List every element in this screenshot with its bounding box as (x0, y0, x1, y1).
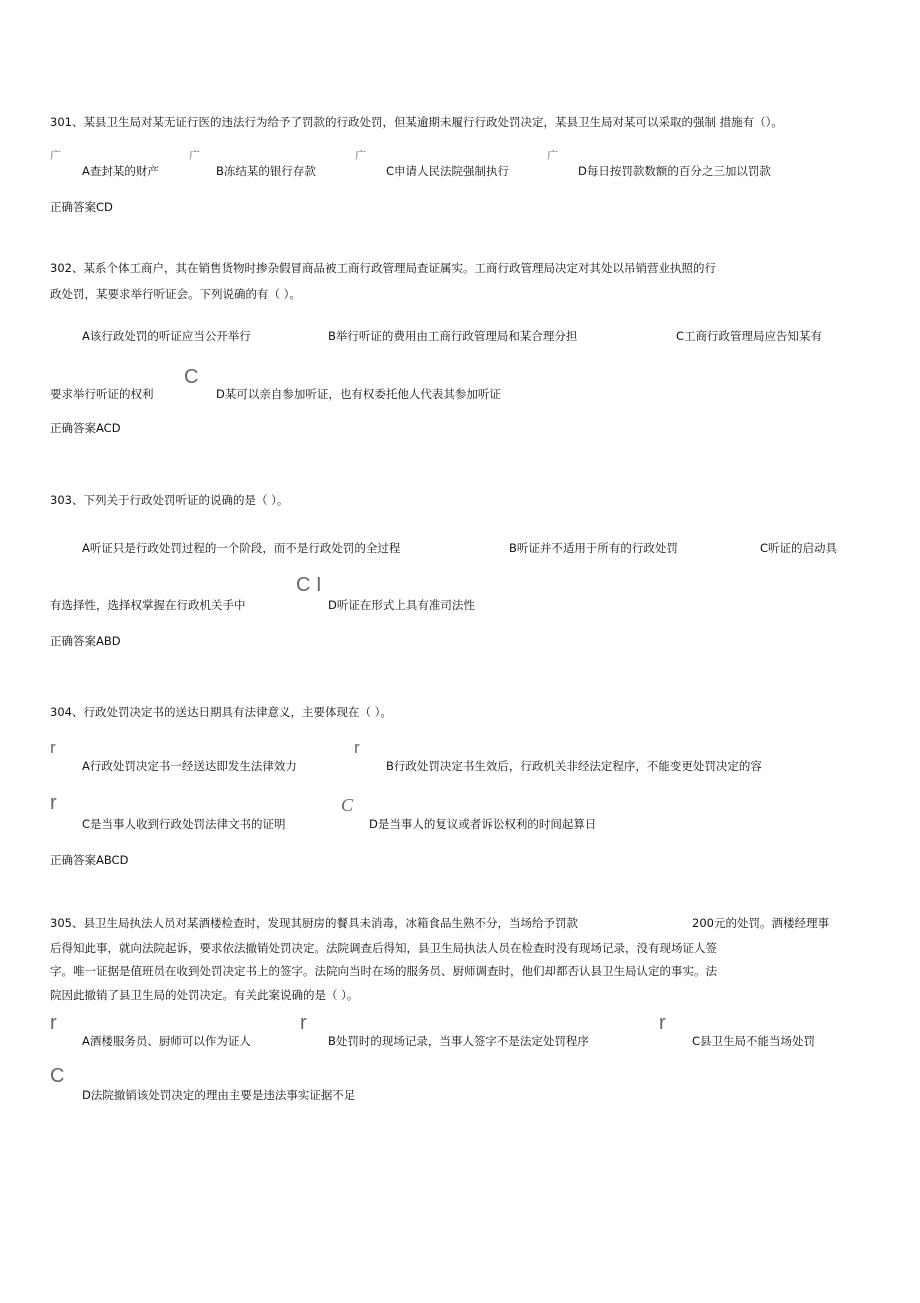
q304-option-a: A行政处罚决定书一经送达即发生法律效力 (82, 759, 297, 773)
q302-option-d: D某可以亲自参加听证，也有权委托他人代表其参加听证 (216, 387, 501, 401)
q305-option-c: C县卫生局不能当场处罚 (692, 1034, 816, 1048)
q303-option-d-mark[interactable]: C I (296, 574, 322, 596)
q304-stem: 304、行政处罚决定书的送达日期具有法律意义，主要体现在（ ）。 (50, 705, 392, 719)
q302-option-c-line1: C工商行政管理局应告知某有 (676, 329, 823, 343)
q304-option-b: B行政处罚决定书生效后，行政机关非经法定程序，不能变更处罚决定的容 (386, 759, 762, 773)
q304-option-a-mark[interactable]: r (50, 738, 56, 757)
q304-option-d: D是当事人的复议或者诉讼权利的时间起算日 (369, 817, 597, 831)
q305-stem-line3: 字。唯一证据是值班员在收到处罚决定书上的签字。法院向当时在场的服务员、厨师调查时，他们却都否认县卫生局认定的事实。法 (50, 964, 717, 978)
q305-option-b: B处罚时的现场记录，当事人签字不是法定处罚程序 (328, 1034, 589, 1048)
q302-option-d-mark[interactable]: C (184, 366, 199, 388)
q305-option-a: A酒楼服务员、厨师可以作为证人 (82, 1034, 251, 1048)
q305-stem-line4: 院因此撤销了县卫生局的处罚决定。有关此案说确的是（ ）。 (50, 988, 359, 1002)
q303-option-c-line1: C听证的启动具 (760, 541, 838, 555)
q301-option-a-mark[interactable]: 广 (50, 150, 61, 162)
q301-option-a: A查封某的财产 (82, 164, 159, 178)
q305-option-c-mark[interactable]: r (659, 1012, 666, 1034)
q302-option-c-line2: 要求举行听证的权利 (50, 387, 154, 401)
q301-option-d-mark[interactable]: 广 (547, 150, 558, 162)
q301-answer: 正确答案CD (50, 200, 113, 214)
q305-option-b-mark[interactable]: r (300, 1012, 307, 1034)
q305-option-d: D法院撤销该处罚决定的理由主要是违法事实证据不足 (82, 1088, 356, 1102)
q302-stem-line1: 302、某系个体工商户，其在销售货物时掺杂假冒商品被工商行政管理局查证属实。工商行政管理局决定对其处以吊销营业执照的行 (50, 261, 716, 275)
q302-option-a: A该行政处罚的听证应当公开举行 (82, 329, 251, 343)
q304-option-c-mark[interactable]: r (50, 792, 57, 814)
q301-option-c: C申请人民法院强制执行 (386, 164, 510, 178)
q301-option-b: B冻结某的银行存款 (216, 164, 316, 178)
q305-option-a-mark[interactable]: r (50, 1012, 57, 1034)
q305-stem-line2: 后得知此事，就向法院起诉，要求依法撤销处罚决定。法院调查后得知，县卫生局执法人员在检查时没有现场记录，没有现场证人签 (50, 941, 717, 955)
q302-option-b: B举行听证的费用由工商行政管理局和某合理分担 (328, 329, 578, 343)
q303-option-a: A听证只是行政处罚过程的一个阶段，而不是行政处罚的全过程 (82, 541, 401, 555)
q301-option-d: D每日按罚款数额的百分之三加以罚款 (578, 164, 771, 178)
q305-stem-line1-amount: 200元的处罚。酒楼经理事 (692, 916, 829, 930)
q301-stem: 301、某县卫生局对某无证行医的违法行为给予了罚款的行政处罚，但某逾期未履行行政处罚决定，某县卫生局对某可以采取的强制 措施有（）。 (50, 115, 783, 129)
q305-stem-line1: 305、县卫生局执法人员对某酒楼检查时，发现其厨房的餐具未消毒，冰箱食品生熟不分，当场给予罚款 (50, 916, 578, 930)
q304-option-d-mark[interactable]: C (341, 795, 354, 815)
q303-stem: 303、下列关于行政处罚听证的说确的是（ ）。 (50, 493, 289, 507)
q304-option-b-mark[interactable]: r (354, 738, 360, 757)
q302-answer: 正确答案ACD (50, 421, 121, 435)
q301-option-c-mark[interactable]: 广 (355, 150, 366, 162)
q301-option-b-mark[interactable]: 广 (189, 150, 200, 162)
q304-option-c: C是当事人收到行政处罚法律文书的证明 (82, 817, 286, 831)
q305-option-d-mark[interactable]: C (50, 1065, 65, 1087)
q303-option-d: D听证在形式上具有准司法性 (328, 598, 475, 612)
q303-option-c-line2: 有选择性，选择权掌握在行政机关手中 (50, 598, 246, 612)
q303-answer: 正确答案ABD (50, 634, 121, 648)
q303-option-b: B听证并不适用于所有的行政处罚 (509, 541, 678, 555)
q302-stem-line2: 政处罚，某要求举行听证会。下列说确的有（ ）。 (50, 287, 301, 301)
q304-answer: 正确答案ABCD (50, 853, 129, 867)
